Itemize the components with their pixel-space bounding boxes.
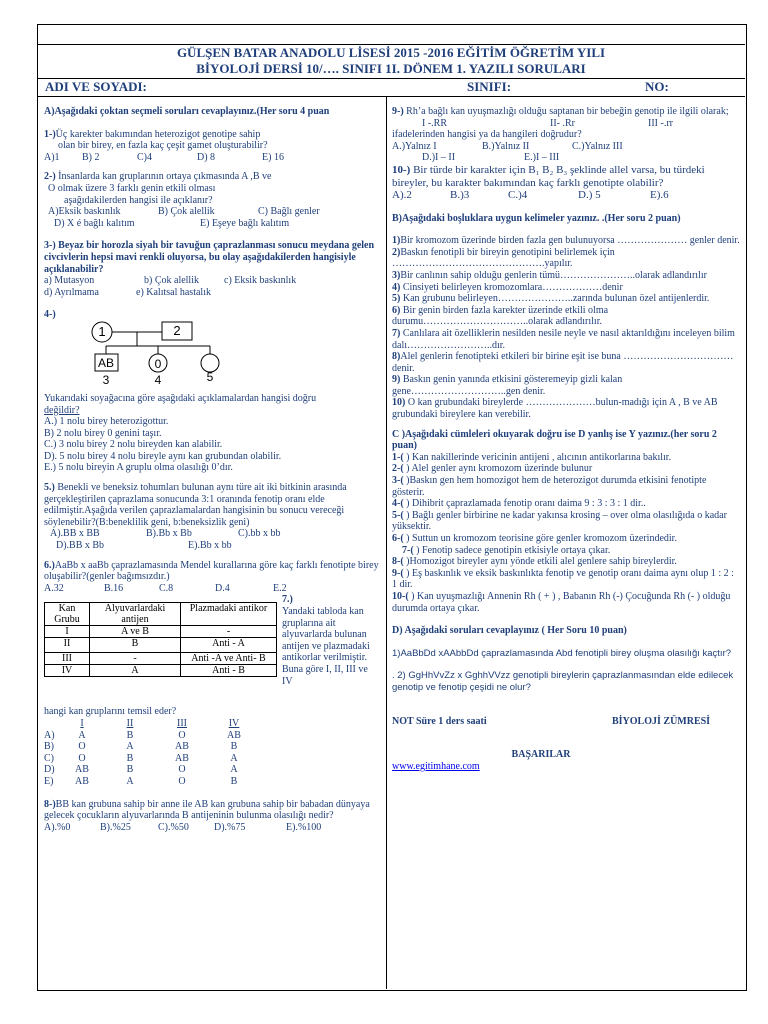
table-row xyxy=(45,626,277,638)
pedigree-label: 3 xyxy=(102,372,110,387)
table-row xyxy=(45,653,277,665)
list-item: 10) O kan grubundaki bireylerde …………………bulun-madığı için A , B ve AB grubundaki bireylere kan verebilir. xyxy=(392,397,718,421)
website-link[interactable]: www.egitimhane.com xyxy=(392,760,480,772)
list-item: 3)Bir canlının sahip olduğu genlerin tümü…………………..olarak adlandırılır xyxy=(392,269,707,281)
section-a-title: A)Aşağıdaki çoktan seçmeli soruları cevaplayınız.(Her soru 4 puan xyxy=(44,106,330,117)
list-item: 6) Bir genin birden fazla karekter üzerinde etkili olma durumu…………………………..olarak adlandırılır. xyxy=(392,304,609,328)
option: D) 8 xyxy=(197,151,216,163)
question-5-options-row2 xyxy=(44,540,380,552)
column-divider xyxy=(386,96,387,989)
table-cell: III xyxy=(45,653,90,665)
list-item: 9) Baskın genin yanında etkisini gösteremeyip gizli kalan gene………………………..gen denir. xyxy=(392,374,623,397)
option: C.8 xyxy=(159,582,174,594)
list-item: 5-( ) Bağlı genler birbirine ne kadar yakınsa krosing – over olma olasılığıda o kadar yüksektir. xyxy=(392,509,727,533)
right-column xyxy=(392,106,740,772)
true-false-list xyxy=(392,452,740,614)
question-9-items: I -.RR II- .Rr III -.rr xyxy=(422,117,673,129)
option: E) Eşeye bağlı kalıtım xyxy=(200,217,290,229)
option: B).%25 xyxy=(100,821,131,833)
table-cell: Anti - B xyxy=(181,665,277,677)
exam-header xyxy=(37,44,745,79)
option: E.)I – III xyxy=(524,152,560,164)
question-d1: 1)AaBbDd xAAbbDd çaprazlamasında Abd fenotipli birey oluşma olasılığı kaçtır? xyxy=(392,647,732,659)
option: E).6 xyxy=(650,188,669,201)
good-luck: BAŞARILAR xyxy=(511,749,571,761)
question-7-answer-row: B) O A AB B xyxy=(44,741,238,753)
option: D). 5 nolu birey 4 nolu bireyle aynı kan grubundan olabilir. xyxy=(44,450,282,462)
option: A).%0 xyxy=(44,821,71,833)
option: A).BB x BB xyxy=(50,528,100,540)
question-1-options xyxy=(44,152,380,164)
question-2-options-row2 xyxy=(44,218,380,230)
option: A).2 xyxy=(392,188,412,201)
table-row xyxy=(45,665,277,677)
pedigree-label: 2 xyxy=(173,322,181,338)
option: E.2 xyxy=(273,582,287,594)
table-cell: B xyxy=(90,638,181,653)
section-c-title: C )Aşağıdaki cümleleri okuyarak doğru ise D yanlış ise Y yazınız.(her soru 2 puan) xyxy=(392,428,717,452)
option: b) Çok alellik xyxy=(144,275,199,287)
table-cell: A xyxy=(90,665,181,677)
option: D.) 5 xyxy=(578,188,601,201)
question-7-answer-row: C) O B AB A xyxy=(44,752,238,764)
question-2-options-row1 xyxy=(44,206,380,218)
option: A.) 1 nolu birey heterozigottur. xyxy=(44,416,169,428)
question-10: 10-) Bir türde bir karakter için B₁ B₂ B₃ şeklinde allel varsa, bu türdeki bireyler, bu karakter bakımından kaç farklı genotipte olabilir? xyxy=(392,163,705,189)
question-7-block xyxy=(44,594,380,706)
list-item: 2-( ) Alel genler aynı kromozom üzerinde bulunur xyxy=(392,463,593,475)
blood-group-table xyxy=(44,602,277,677)
option: C)4 xyxy=(137,151,152,163)
option: B.)3 xyxy=(450,188,470,201)
question-4-text: Yukarıdaki soyağacına göre aşağıdaki açıklamalardan hangisi doğru xyxy=(44,392,317,404)
option: D.4 xyxy=(215,582,230,594)
question-7-text: 7.) Yandaki tabloda kan gruplarına ait alyuvarlarda bulunan antijen ve plazmadaki antikorlar verilmiştir. Buna göre I, II, III ve IV xyxy=(282,594,370,687)
list-item: 8-( )Homozigot bireyler aynı yönde etkili alel genlere sahip bireylerdir. xyxy=(392,556,677,568)
option: a) Mutasyon xyxy=(44,275,95,287)
header-exam-line: BİYOLOJİ DERSİ 10/…. SINIFI 1I. DÖNEM 1. YAZILI SORULARI xyxy=(196,61,586,76)
option: B).Bb x Bb xyxy=(146,528,192,540)
list-item: 7) Canlılara ait özelliklerin nesilden nesile neyle ve nasıl aktarıldığını inceleyen bilim dalı……………………..dır. xyxy=(392,327,735,351)
option: E.) 5 nolu bireyin A gruplu olma olasılığı 0’dır. xyxy=(44,462,233,474)
question-3: 3-) Beyaz bir horozla siyah bir tavuğun çaprazlanması sonucu meydana gelen civcivlerin hepsi mavi renkli oluyorsa, bu olay aşağıdakilerden hangisiyle açıklanabilir? xyxy=(44,240,375,275)
fill-in-list xyxy=(392,235,740,421)
table-cell: Anti - A xyxy=(181,638,277,653)
question-3-options-row2 xyxy=(44,287,380,299)
pedigree-svg xyxy=(44,321,244,393)
pedigree-diagram xyxy=(44,321,380,393)
list-item: 5) Kan grubunu belirleyen…………………..zarında bulunan özel antijenlerdir. xyxy=(392,293,710,305)
section-b-title: B)Aşağıdaki boşluklara uygun kelimeler yazınız. .(Her soru 2 puan) xyxy=(392,212,681,224)
question-7-answer-row: A) A B O AB xyxy=(44,729,241,741)
table-cell: IV xyxy=(45,665,90,677)
student-info-bar xyxy=(37,78,745,97)
list-item: 4-( ) Dihibrit çaprazlamada fenotip oranı daima 9 : 3 : 3 : 1 dir.. xyxy=(392,498,646,510)
question-9-text2: ifadelerinden hangisi ya da hangileri doğrudur? xyxy=(392,129,582,141)
table-header: Alyuvarlardaki antijen xyxy=(90,603,181,626)
option: B) 2 nolu birey 0 genini taşır. xyxy=(44,427,162,439)
question-1-line2: olan bir birey, en fazla kaç çeşit gamet oluşturabilir? xyxy=(58,140,268,152)
list-item: 9-( ) Eş baskınlık ve eksik baskınlıkta fenotip ve genotip oranı daima aynı olup 1 : 2 : 1 dir. xyxy=(392,567,734,591)
pedigree-label: 4 xyxy=(154,372,162,387)
question-4-number: 4-) xyxy=(44,309,56,321)
option: C) Bağlı genler xyxy=(258,206,320,218)
question-9-options-row1 xyxy=(392,141,740,153)
question-6: 6.)AaBb x aaBb çaprazlamasında Mendel kurallarına göre kaç farklı fenotipte birey oluşabilir?(genler bağımsızdır.) xyxy=(44,559,379,583)
option: D).BB x Bb xyxy=(56,540,105,552)
header-school-line: GÜLŞEN BATAR ANADOLU LİSESİ 2015 -2016 EĞİTİM ÖĞRETİM YILI xyxy=(176,45,606,60)
option: B) Çok alellik xyxy=(158,206,215,218)
question-9-options-row2 xyxy=(392,152,740,164)
list-item: 1)Bir kromozom üzerinde birden fazla gen bulunuyorsa ………………… genler denir. xyxy=(392,235,740,247)
department-name: BİYOLOJİ ZÜMRESİ xyxy=(612,715,711,727)
question-8-options xyxy=(44,822,380,834)
question-7-answer-row: E) AB A O B xyxy=(44,775,238,787)
list-item: 3-( )Baskın gen hem homozigot hem de heterozigot durumda etkisini fenotipte gösterir. xyxy=(392,475,707,498)
question-7-answer-header: I II III IV xyxy=(80,718,240,729)
option: E) 16 xyxy=(262,151,284,163)
name-label: ADI VE SOYADI: xyxy=(45,79,147,94)
option: E).Bb x bb xyxy=(188,540,232,552)
option: D.)I – II xyxy=(422,152,456,164)
table-cell: I xyxy=(45,626,90,638)
left-column xyxy=(44,106,380,833)
question-3-options-row1 xyxy=(44,275,380,287)
question-5-options-row1 xyxy=(44,528,380,540)
option: A)Eksik baskınlık xyxy=(48,206,121,218)
option: C.) 3 nolu birey 2 nolu bireyden kan alabilir. xyxy=(44,439,223,451)
list-item: 7-( ) Fenotip sadece genotipin etkisiyle ortaya çıkar. xyxy=(402,544,611,556)
option: C.)Yalnız III xyxy=(572,140,623,152)
question-10-options xyxy=(392,190,740,202)
option: A.)Yalnız I xyxy=(392,140,437,152)
option: C.)4 xyxy=(508,188,528,201)
list-item: 2)Baskın fenotipli bir bireyin genotipini belirlemek için ……………………………………….yapılır. xyxy=(392,246,615,270)
header-top-row xyxy=(37,24,745,45)
question-2: 2-) İnsanlarda kan gruplarının ortaya çıkmasında A ,B ve xyxy=(44,171,272,183)
option: C).%50 xyxy=(158,821,189,833)
option: A)1 xyxy=(44,151,60,163)
list-item: 1-( ) Kan nakillerinde vericinin antijeni , alıcının antikorlarına bakılır. xyxy=(392,451,672,463)
list-item: 10-( ) Kan uyuşmazlığı Annenin Rh ( + ) , Babanın Rh (-) Çocuğunda Rh (- ) olduğu durumda ortaya çıkar. xyxy=(392,590,731,614)
table-header: Kan Grubu xyxy=(45,603,90,626)
pedigree-label: 0 xyxy=(154,356,162,371)
question-2-line3: aşağıdakilerden hangisi ile açıklanır? xyxy=(64,194,213,206)
table-cell: II xyxy=(45,638,90,653)
option: B.16 xyxy=(104,582,124,594)
section-d-title: D) Aşağıdaki soruları cevaplayınız ( Her Soru 10 puan) xyxy=(392,625,627,637)
question-7-answer-row: D) AB B O A xyxy=(44,764,238,776)
question-2-line2: O olmak üzere 3 farklı genin etkili olması xyxy=(48,182,216,194)
option: B.)Yalnız II xyxy=(482,140,530,152)
pedigree-label: 1 xyxy=(98,323,106,339)
pedigree-label: 5 xyxy=(206,369,214,384)
list-item: 6-( ) Suttun un kromozom teorisine göre genler kromozom üzerindedir. xyxy=(392,533,677,544)
question-7-text-end: hangi kan gruplarını temsil eder? xyxy=(44,706,177,718)
question-5: 5.) Benekli ve beneksiz tohumları bulunan aynı türe ait iki bitkinin arasında gerçekleştirilen çaprazlama sonucunda 3:1 oranında fenotip oranı elde edilmiştir.Aşağıda verilen çaprazlamalardan hangisinin bu sonucu vereceği söylenebilir?(B:beneklilik geni, b:beneksizlik geni) xyxy=(44,482,347,528)
option: e) Kalıtsal hastalık xyxy=(136,286,211,298)
question-1: 1-)Üç karekter bakımından heterozigot genotipe sahip xyxy=(44,128,261,140)
class-label: SINIFI: xyxy=(467,79,512,94)
table-cell: Anti -A ve Anti- B xyxy=(181,653,277,665)
option: d) Ayrılmama xyxy=(44,286,99,298)
duration-note: NOT Süre 1 ders saati xyxy=(392,715,487,727)
table-row xyxy=(45,638,277,653)
option: B) 2 xyxy=(82,151,100,163)
question-d2: . 2) GgHhVvZz x GghhVVzz genotipli bireylerin çaprazlanmasından elde edilecek genotip ve fenotip çeşidi ne olur? xyxy=(392,670,734,693)
footer-note xyxy=(392,716,740,728)
pedigree-label: AB xyxy=(97,355,115,370)
option: D).%75 xyxy=(214,821,246,833)
table-header: Plazmadaki antikor xyxy=(181,603,277,626)
option: E).%100 xyxy=(286,821,322,833)
list-item: 8)Alel genlerin fenotipteki etkileri bir birine eşit ise buna ……………………………denir. xyxy=(392,351,734,374)
question-9: 9-) Rh’a bağlı kan uyuşmazlığı olduğu saptanan bir bebeğin genotip ile ilgili olarak; xyxy=(392,106,729,117)
question-6-options xyxy=(44,583,380,595)
option: C).bb x bb xyxy=(238,528,281,540)
option: c) Eksik baskınlık xyxy=(224,275,297,287)
table-cell: - xyxy=(181,626,277,638)
number-label: NO: xyxy=(645,79,669,94)
table-cell: - xyxy=(90,653,181,665)
option: A.32 xyxy=(44,582,64,594)
question-8: 8-)BB kan grubuna sahip bir anne ile AB kan grubuna sahip bir babadan dünyaya gelecek çocukların alyuvarlarında B antijeninin bulunma olasılığı nedir? xyxy=(44,798,370,822)
table-cell: A ve B xyxy=(90,626,181,638)
list-item: 4) Cinsiyeti belirleyen kromozomlara………………denir xyxy=(392,281,623,293)
option: D) X é bağlı kalıtım xyxy=(54,217,135,229)
question-4-text-underlined: değildir? xyxy=(44,404,80,416)
